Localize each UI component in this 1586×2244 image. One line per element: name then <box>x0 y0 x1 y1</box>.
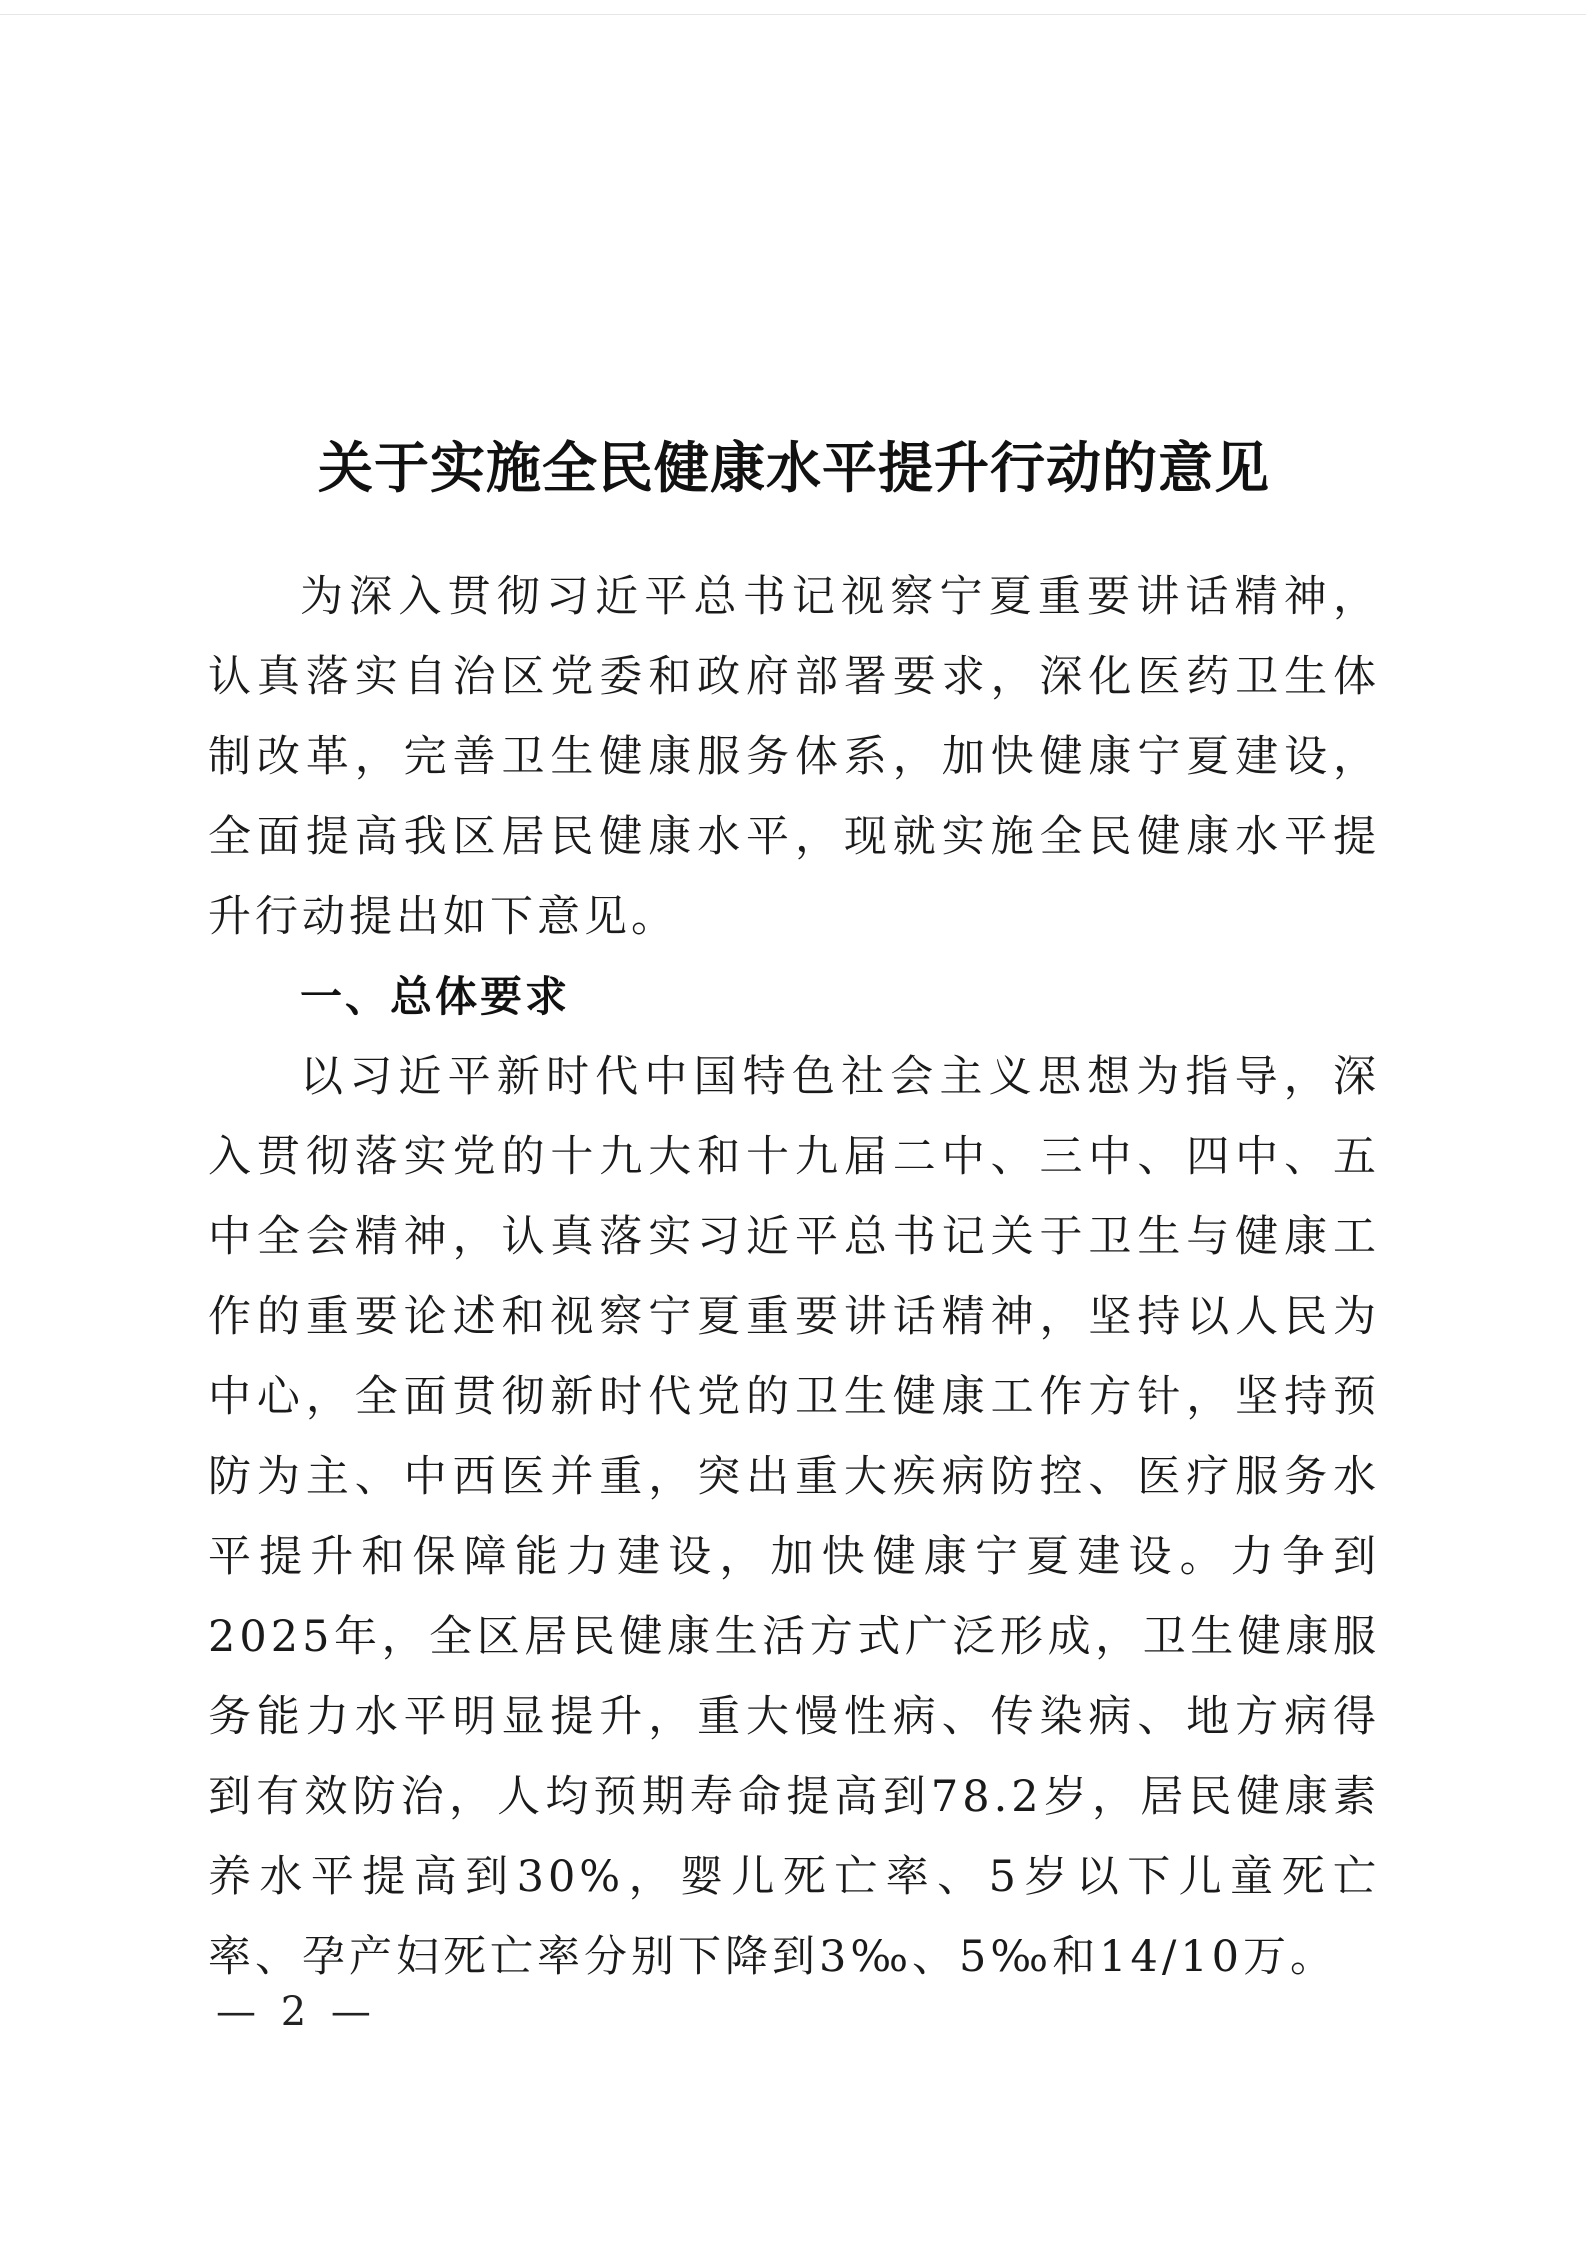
document-title: 关于实施全民健康水平提升行动的意见 <box>317 436 1270 500</box>
section-paragraph-general-requirements: 以习近平新时代中国特色社会主义思想为指导，深入贯彻落实党的十九大和十九届二中、三中、四中、五中全会精神，认真落实习近平总书记关于卫生与健康工作的重要论述和视察宁夏重要讲话精神，坚持以人民为中心，全面贯彻新时代党的卫生健康工作方针，坚持预防为主、中西医并重，突出重大疾病防控、医疗服务水平提升和保障能力建设，加快健康宁夏建设。力争到2025年，全区居民健康生活方式广泛形成，卫生健康服务能力水平明显提升，重大慢性病、传染病、地方病得到有效防治，人均预期寿命提高到78.2岁，居民健康素养水平提高到30%，婴儿死亡率、5岁以下儿童死亡率、孕产妇死亡率分别下降到3‰、5‰和14/10万。 <box>208 1052 1380 1982</box>
section-heading-general-requirements: 一、总体要求 <box>300 972 571 1021</box>
page-number: — 2 — <box>216 1989 377 2035</box>
intro-paragraph: 为深入贯彻习近平总书记视察宁夏重要讲话精神，认真落实自治区党委和政府部署要求，深化医药卫生体制改革，完善卫生健康服务体系，加快健康宁夏建设，全面提高我区居民健康水平，现就实施全民健康水平提升行动提出如下意见。 <box>208 572 1380 942</box>
